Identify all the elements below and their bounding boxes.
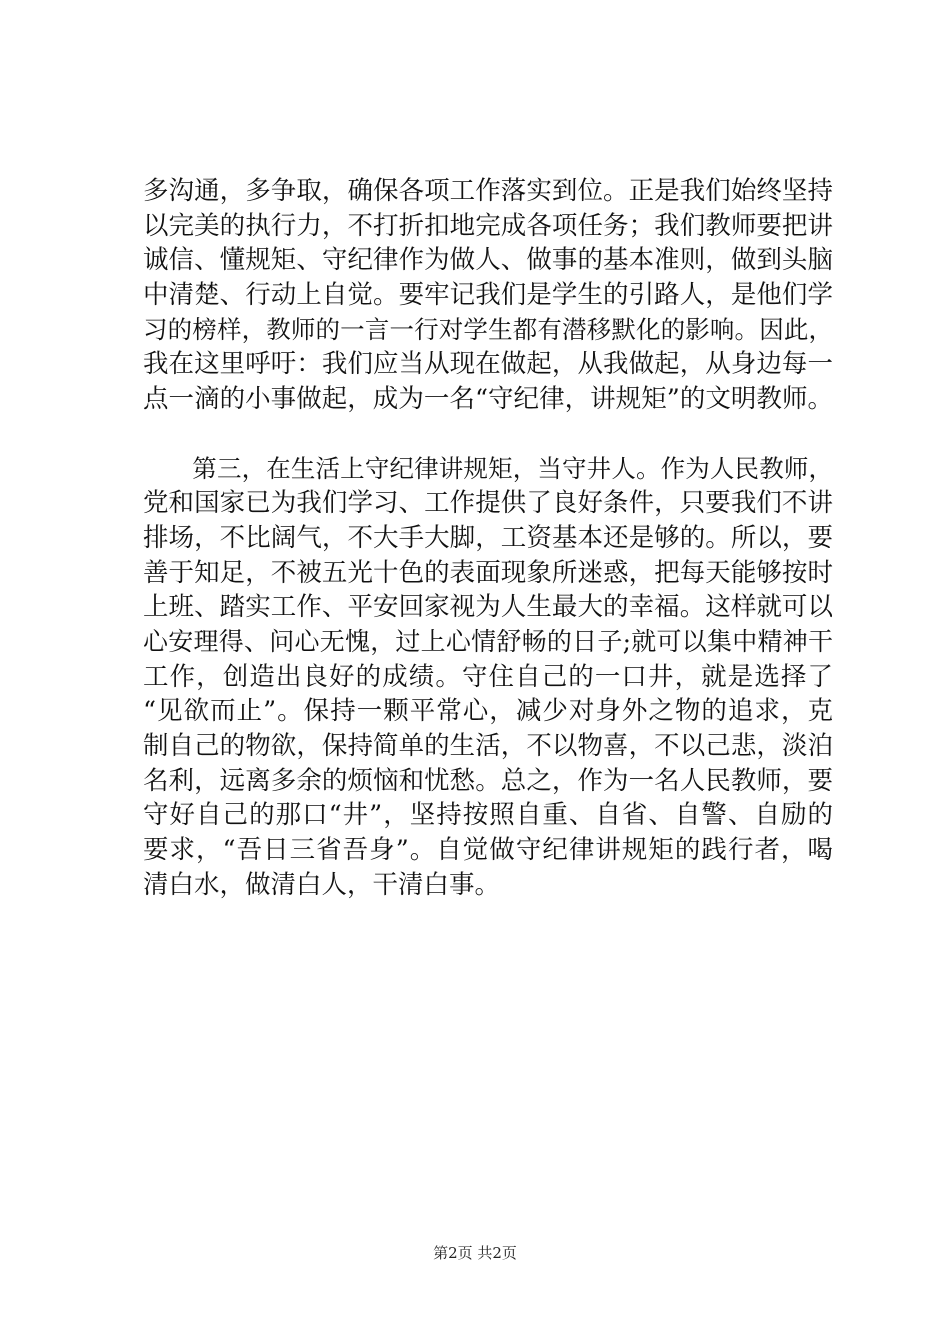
paragraph-line: 第三，在生活上守纪律讲规矩，当守井人。作为人民教师， — [143, 453, 833, 483]
paragraph-spacer — [143, 417, 833, 452]
paragraph-line: 点一滴的小事做起，成为一名“守纪律，讲规矩”的文明教师。 — [143, 384, 833, 415]
paragraph-line: 我在这里呼吁：我们应当从现在做起，从我做起，从身边每一 — [143, 349, 833, 380]
paragraph-line: 中清楚、行动上自觉。要牢记我们是学生的引路人，是他们学 — [143, 280, 833, 311]
paragraph-line: “见欲而止”。保持一颗平常心，减少对身外之物的追求，克 — [143, 696, 833, 727]
paragraph-line: 上班、踏实工作、平安回家视为人生最大的幸福。这样就可以 — [143, 592, 833, 623]
document-body — [143, 174, 833, 902]
paragraph-line: 要求，“吾日三省吾身”。自觉做守纪律讲规矩的践行者，喝 — [143, 835, 833, 866]
paragraph-line: 工作，创造出良好的成绩。守住自己的一口井，就是选择了 — [143, 661, 833, 692]
paragraph-line: 心安理得、问心无愧，过上心情舒畅的日子;就可以集中精神干 — [143, 626, 833, 656]
paragraph-line: 清白水，做清白人，干清白事。 — [143, 869, 501, 900]
paragraph-line: 党和国家已为我们学习、工作提供了良好条件，只要我们不讲 — [143, 488, 833, 519]
page-number: 第2页 共2页 — [433, 1244, 517, 1262]
paragraph-1 — [143, 174, 833, 417]
paragraph-2 — [143, 452, 833, 903]
paragraph-line: 习的榜样，教师的一言一行对学生都有潜移默化的影响。因此， — [143, 314, 833, 344]
paragraph-line: 守好自己的那口“井”，坚持按照自重、自省、自警、自励的 — [143, 800, 833, 831]
paragraph-line: 诚信、懂规矩、守纪律作为做人、做事的基本准则，做到头脑 — [143, 245, 833, 276]
paragraph-line: 善于知足，不被五光十色的表面现象所迷惑，把每天能够按时 — [143, 557, 833, 588]
page-footer — [0, 1243, 950, 1263]
paragraph-line: 排场，不比阔气，不大手大脚，工资基本还是够的。所以，要 — [143, 522, 833, 553]
paragraph-line: 多沟通，多争取，确保各项工作落实到位。正是我们始终坚持 — [143, 176, 833, 206]
paragraph-line: 以完美的执行力，不打折扣地完成各项任务；我们教师要把讲 — [143, 210, 833, 241]
paragraph-line: 名利，远离多余的烦恼和忧愁。总之，作为一名人民教师，要 — [143, 765, 833, 796]
paragraph-line: 制自己的物欲，保持简单的生活，不以物喜，不以己悲，淡泊 — [143, 731, 833, 761]
